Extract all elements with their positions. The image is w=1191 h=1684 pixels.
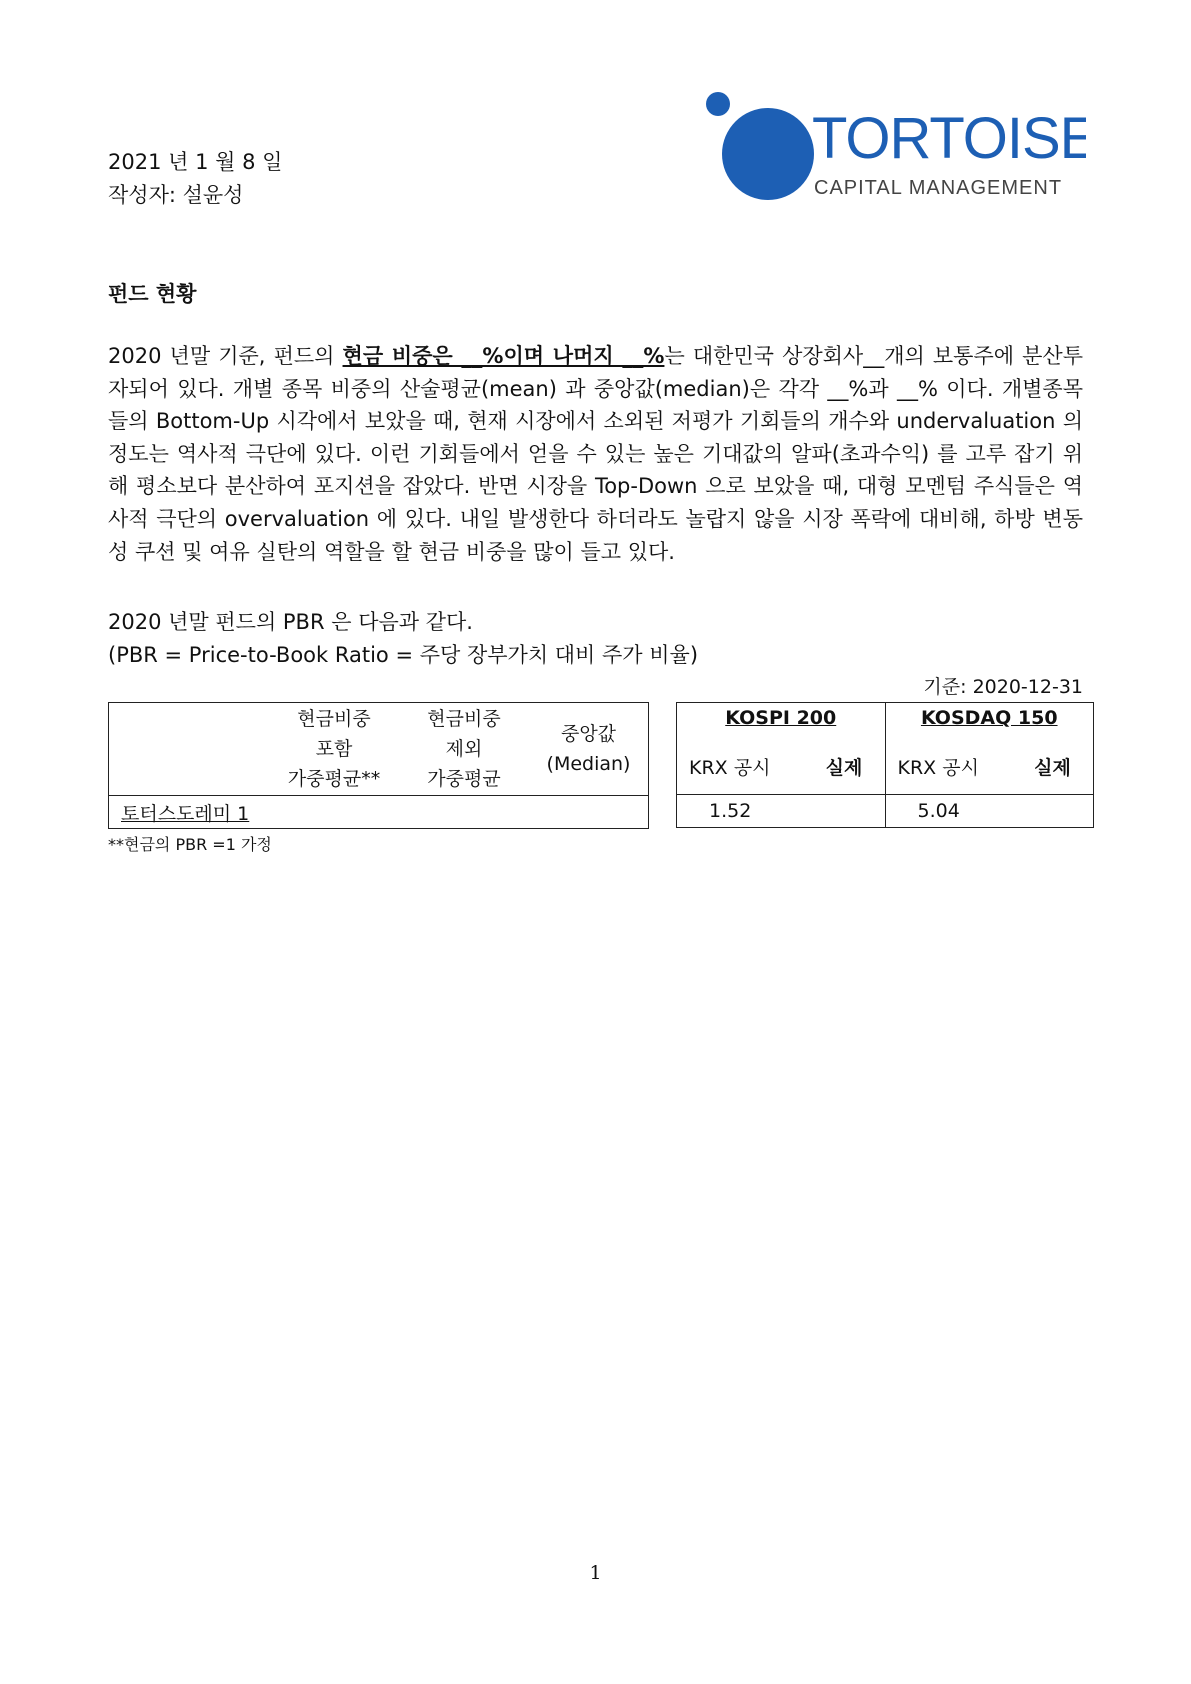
document-meta (108, 146, 282, 212)
kospi-krx-value: 1.52 (677, 795, 886, 828)
kosdaq-krx-value: 5.04 (885, 795, 1094, 828)
document-date: 2021 년 1 월 8 일 (108, 150, 283, 174)
paragraph-bold-text: 현금 비중은 __%이며 나머지 __% (342, 344, 665, 368)
fund-status-paragraph (108, 340, 1083, 568)
paragraph-part-1: 2020 년말 기준, 펀드의 (108, 344, 343, 368)
paragraph-part-2: 는 대한민국 상장회사__개의 보통주에 분산투자되어 있다. 개별 종목 비중의 산술평균(mean) 과 중앙값(median)은 각각 __%과 __% 이다. 개별종목들의 Bottom-Up 시각에서 보았을 때, 현재 시장에서 소외된 저평가 기회들의 개수와 undervaluation 의 정도는 역사적 극단에 있다. 이런 기회들에서 얻을 수 있는 높은 기대값의 알파(초과수익) 를 고루 잡기 위해 평소보다 분산하여 포지션을 잡았다. 반면 시장을 Top-Down 으로 보았을 때, 대형 모멘텀 주식들은 역사적 극단의 overvaluation 에 있다. 내일 발생한다 하더라도 놀랍지 않을 시장 폭락에 대비해, 하방 변동성 쿠션 및 여유 실탄의 역할을 할 현금 비중을 많이 들고 있다. (108, 344, 1083, 564)
kospi-actual-label: 실제 (825, 757, 863, 779)
kosdaq-title: KOSDAQ 150 (920, 707, 1058, 729)
kosdaq-header (885, 703, 1094, 795)
header-median: 중앙값 (Median) (546, 723, 631, 775)
kospi-krx-label: KRX 공시 (689, 757, 771, 779)
fund-pbr-table (108, 702, 649, 829)
kospi-title: KOSPI 200 (725, 707, 837, 729)
pbr-intro-line-1: 2020 년말 펀드의 PBR 은 다음과 같다. (108, 610, 473, 634)
kosdaq-krx-label: KRX 공시 (897, 757, 979, 779)
kospi-header (677, 703, 886, 795)
kosdaq-actual-label: 실제 (1034, 757, 1071, 779)
header-cash-included: 현금비중 포함 가중평균** (287, 708, 381, 790)
document-author: 작성자: 설윤성 (108, 183, 244, 207)
index-pbr-table (676, 702, 1094, 828)
logo-mark-icon (706, 90, 1086, 205)
tortoise-logo (706, 90, 1086, 205)
footnote: **현금의 PBR =1 가정 (108, 835, 272, 854)
logo-name: TORTOISE (812, 106, 1086, 171)
header-cash-excluded: 현금비중 제외 가중평균 (427, 708, 501, 790)
section-title: 펀드 현황 (108, 282, 197, 306)
header-empty-cell (109, 703, 649, 796)
pbr-intro (108, 606, 698, 672)
fund-row-label: 토터스도레미 1 (121, 802, 250, 825)
logo-tagline: CAPITAL MANAGEMENT (814, 177, 1063, 199)
basis-date: 기준: 2020-12-31 (923, 676, 1083, 698)
pbr-intro-line-2: (PBR = Price-to-Book Ratio = 주당 장부가치 대비 주가 비율) (108, 643, 699, 667)
page-number: 1 (589, 1562, 602, 1584)
fund-row (109, 796, 649, 829)
